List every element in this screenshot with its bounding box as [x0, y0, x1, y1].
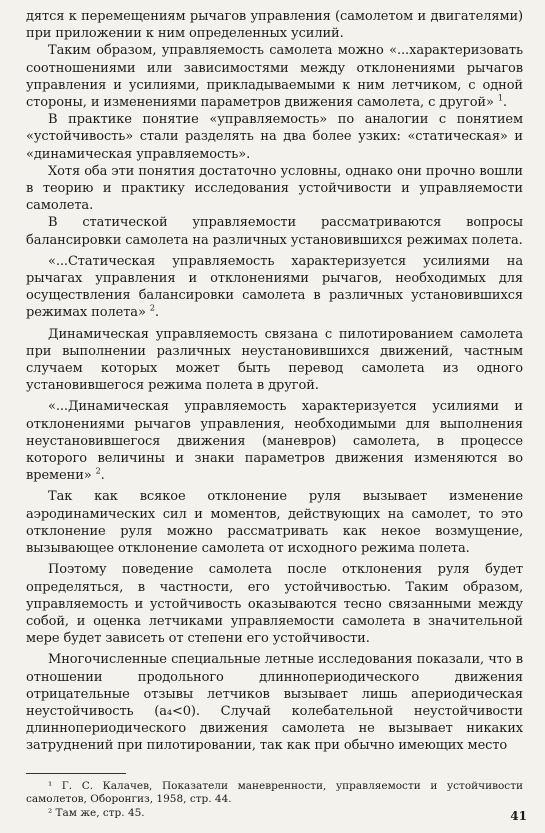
- footnote-divider: [26, 773, 126, 774]
- paragraph-practice: В практике понятие «управляемость» по аналогии с понятием «устойчивость» стали разделять на два более узких: «статическая» и «динамическая управляемость».: [26, 112, 523, 162]
- footnotes: [26, 780, 523, 821]
- paragraph-behavior: Поэтому поведение самолета после отклонения руля будет определяться, в частности, его устойчивостью. Таким образом, управляемость и устойчивость оказываются тесно связанными между собой, и оценка летчиками управляемости самолета в значительной мере будет зависеть от степени его устойчивости.: [26, 562, 523, 647]
- paragraph-dynamic-intro: Динамическая управляемость связана с пилотированием самолета при выполнении различных неустановившихся движений, частным случаем которых может быть перевод самолета из одного установившегося режима полета в другой.: [26, 326, 523, 394]
- quote-static: «...Статическая управляемость характеризуется усилиями на рычагах управления и отклонениями рычагов, необходимых для осуществления балансировки самолета в различных установившихся режимах полета» $^2$.: [26, 253, 523, 321]
- paragraph-static-intro: В статической управляемости рассматриваются вопросы балансировки самолета на различных установившихся режимах полета.: [26, 215, 523, 248]
- main-text: [26, 8, 523, 755]
- page-number: 41: [510, 809, 527, 823]
- quote-dynamic: «...Динамическая управляемость характеризуется усилиями и отклонениями рычагов управления, необходимыми для выполнения неустановившегося движения (маневров) самолета, в процессе которого величины и знаки параметров движения изменяются во времени» $^2$.: [26, 399, 523, 484]
- footnote-ref: 1: [497, 93, 503, 103]
- footnote-ref: 2: [95, 466, 101, 476]
- footnote-ref: 2: [149, 304, 155, 314]
- footnote-1: ¹ Г. С. Калачев, Показатели маневренности, управляемости и устойчивости самолетов, Оборонгиз, 1958, стр. 44.: [26, 779, 523, 806]
- paragraph-flight-tests: Многочисленные специальные летные исследования показали, что в отношении продольного длиннопериодического движения отрицательные отзывы летчиков вызывает лишь апериодическая неустойчивость (a₄<0). Случай колебательной неустойчивости длиннопериодического движения самолета не вызывает никаких затруднений при пилотировании, так как при обычно имеющих место: [26, 652, 523, 754]
- paragraph-definition: Таким образом, управляемость самолета можно «...характеризовать соотношениями или зависимостями между отклонениями рычагов управления и усилиями, прикладываемыми к ним летчиком, с одной стороны, и изменениями параметров движения самолета, с другой» $^1$.: [26, 43, 523, 111]
- paragraph-continuation: дятся к перемещениям рычагов управления (самолетом и двигателями) при приложении к ним определенных усилий.: [26, 9, 523, 42]
- paragraph-conditional: Хотя оба эти понятия достаточно условны, однако они прочно вошли в теорию и практику исследования устойчивости и управляемости самолета.: [26, 163, 523, 214]
- paragraph-rudder: Так как всякое отклонение руля вызывает изменение аэродинамических сил и моментов, действующих на самолет, то это отклонение руля можно рассматривать как некое возмущение, вызывающее отклонение самолета от исходного режима полета.: [26, 489, 523, 557]
- footnote-2: ² Там же, стр. 45.: [48, 806, 145, 819]
